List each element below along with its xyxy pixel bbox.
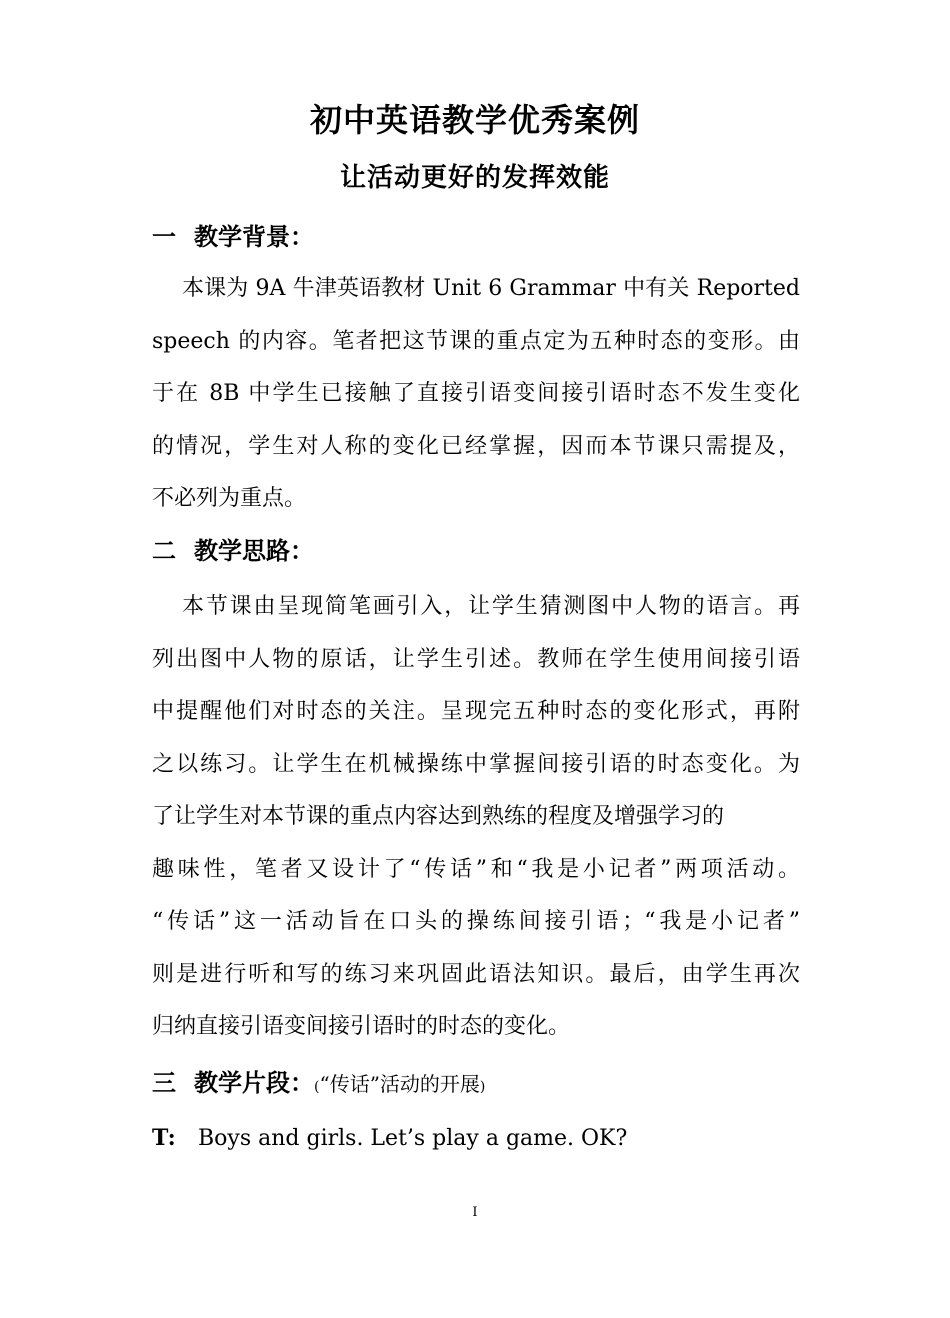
section-paragraph-approach xyxy=(152,581,800,1054)
paragraph-line: “传话”这一活动旨在口头的操练间接引语；“我是小记者” xyxy=(152,909,800,934)
section-title: 教学片段： xyxy=(194,1068,314,1097)
section-title: 教学背景： xyxy=(194,222,314,251)
section-number: 一 xyxy=(152,222,176,251)
section-heading-background xyxy=(152,220,314,254)
paragraph-line: 中提醒他们对时态的关注。呈现完五种时态的变化形式，再附 xyxy=(152,699,800,724)
dialog-text: Boys and girls. Let’s play a game. OK? xyxy=(198,1126,628,1151)
paragraph-line: speech 的内容。笔者把这节课的重点定为五种时态的变形。由 xyxy=(152,328,800,354)
note-paren-open: ( xyxy=(314,1079,320,1095)
section-number: 二 xyxy=(152,536,176,565)
dialog-line xyxy=(152,1120,627,1157)
document-title: 初中英语教学优秀案例 xyxy=(309,101,640,139)
section-paragraph-background xyxy=(152,263,800,526)
section-note: “传话”活动的开展 xyxy=(319,1072,480,1096)
paragraph-line: 之以练习。让学生在机械操练中掌握间接引语的时态变化。为 xyxy=(152,751,800,777)
section-number: 三 xyxy=(152,1068,176,1097)
paragraph-line: 趣味性，笔者又设计了“传话”和“我是小记者”两项活动。 xyxy=(152,856,800,882)
section-heading-segment xyxy=(152,1066,485,1104)
section-heading-approach xyxy=(152,534,314,568)
paragraph-line: 于在 8B 中学生已接触了直接引语变间接引语时态不发生变化 xyxy=(152,381,800,406)
paragraph-line: 本课为 9A 牛津英语教材 Unit 6 Grammar 中有关 Reported xyxy=(182,276,800,301)
note-paren-close: ) xyxy=(479,1079,486,1095)
paragraph-line: 则是进行听和写的练习来巩固此语法知识。最后，由学生再次 xyxy=(152,961,800,987)
dialog-speaker: T: xyxy=(152,1125,176,1151)
section-title: 教学思路： xyxy=(194,536,314,565)
paragraph-line: 的情况，学生对人称的变化已经掌握，因而本节课只需提及， xyxy=(152,433,800,459)
paragraph-line: 归纳直接引语变间接引语时的时态的变化。 xyxy=(152,1014,571,1039)
paragraph-line: 本节课由呈现简笔画引入，让学生猜测图中人物的语言。再 xyxy=(182,594,800,619)
page-number: I xyxy=(472,1205,478,1220)
paragraph-line: 了让学生对本节课的重点内容达到熟练的程度及增强学习的 xyxy=(152,804,725,829)
document-subtitle: 让活动更好的发挥效能 xyxy=(339,163,610,193)
paragraph-line: 列出图中人物的原话，让学生引述。教师在学生使用间接引语 xyxy=(152,646,800,672)
paragraph-line: 不必列为重点。 xyxy=(152,486,307,511)
